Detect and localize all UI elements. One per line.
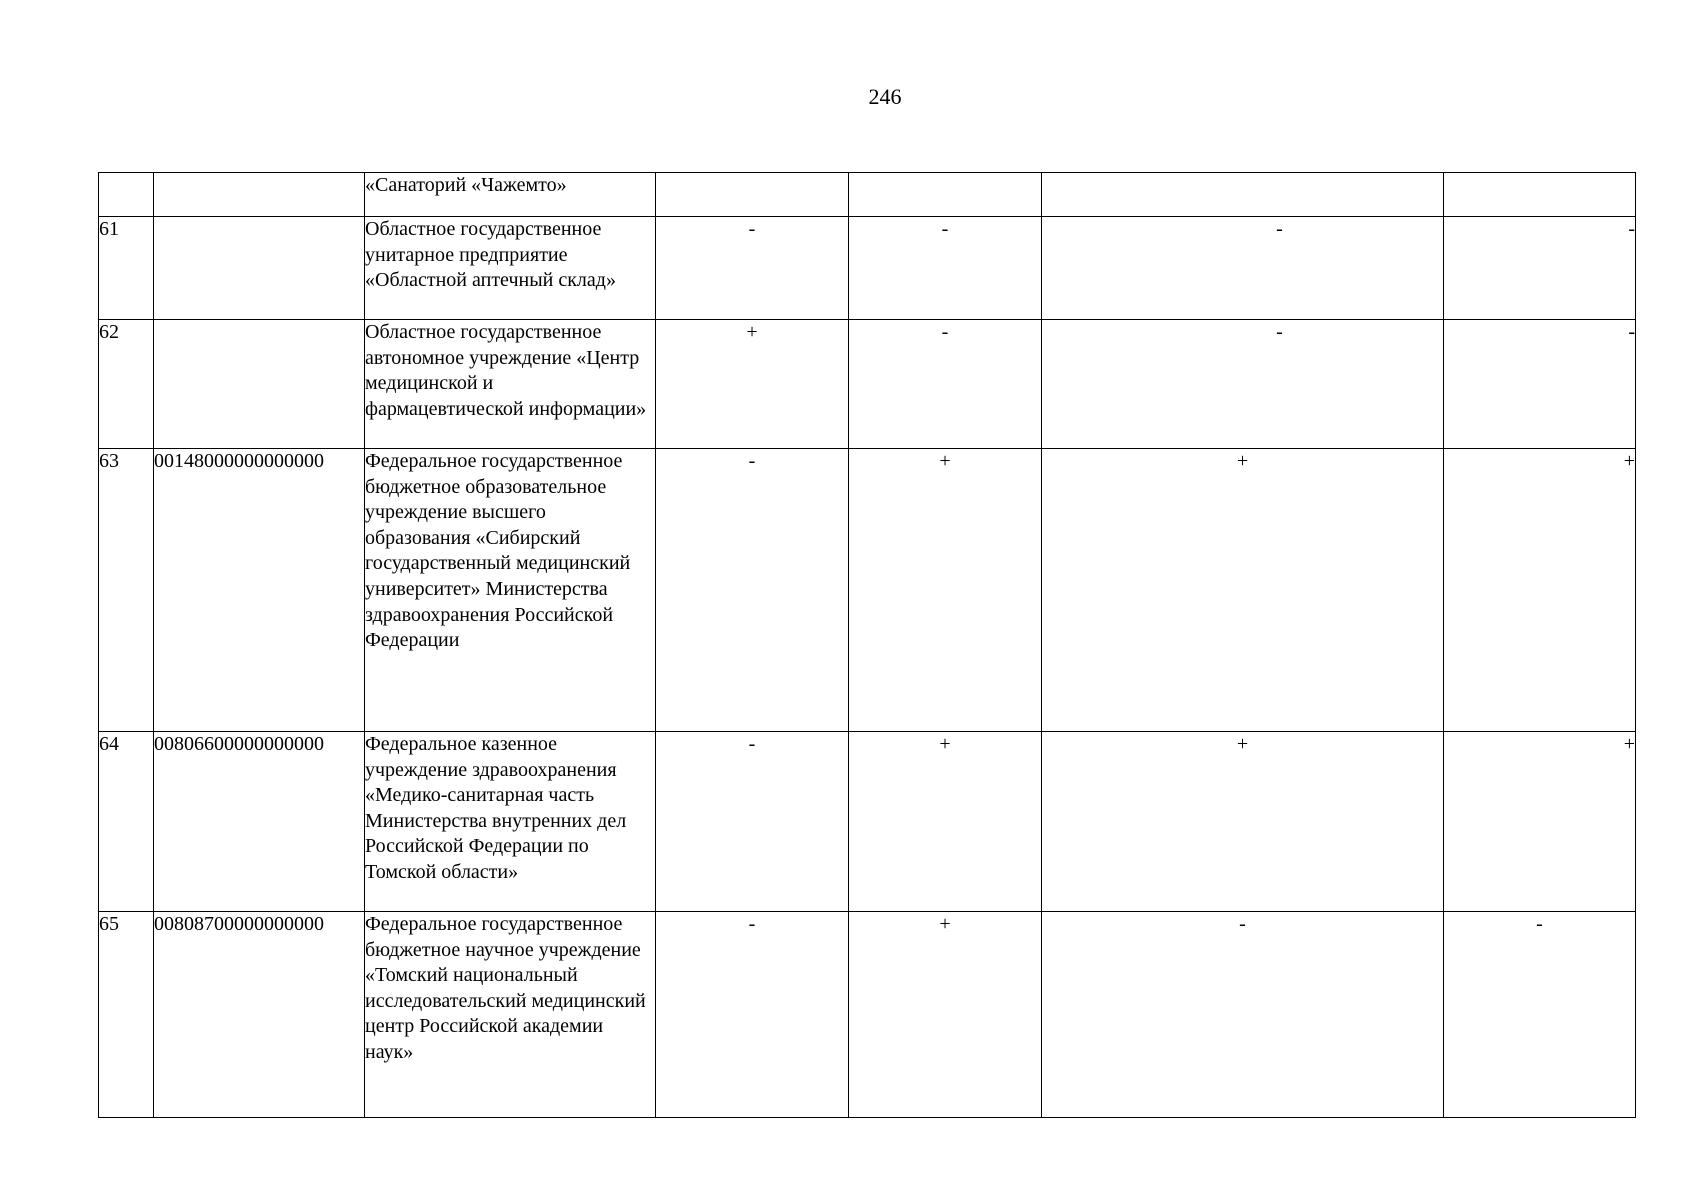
- row-mark-1: -: [656, 217, 849, 320]
- row-mark-3: [1042, 173, 1444, 217]
- row-number: [99, 173, 154, 217]
- row-mark-4: [1444, 173, 1636, 217]
- page-number: 246: [868, 84, 902, 109]
- row-mark-3: -: [1042, 217, 1444, 320]
- row-mark-1: -: [656, 912, 849, 1118]
- row-mark-1: -: [656, 449, 849, 732]
- row-mark-3: -: [1042, 912, 1444, 1118]
- row-name: «Санаторий «Чажемто»: [365, 173, 656, 217]
- row-name: Федеральное государственное бюджетное научное учреждение «Томский национальный исследовательский медицинский центр Российской академии наук»: [365, 912, 656, 1118]
- row-name: Федеральное казенное учреждение здравоохранения «Медико-санитарная часть Министерства внутренних дел Российской Федерации по Томской области»: [365, 732, 656, 912]
- row-mark-1: [656, 173, 849, 217]
- row-number: 61: [99, 217, 154, 320]
- row-code: 00808700000000000: [154, 912, 365, 1118]
- row-name: Областное государственное автономное учреждение «Центр медицинской и фармацевтической информации»: [365, 320, 656, 449]
- row-mark-1: +: [656, 320, 849, 449]
- row-number: 63: [99, 449, 154, 732]
- table-row: [99, 217, 1636, 320]
- row-mark-4: -: [1444, 320, 1636, 449]
- row-code: [154, 173, 365, 217]
- table-row: [99, 320, 1636, 449]
- row-number: 64: [99, 732, 154, 912]
- row-name: Областное государственное унитарное предприятие «Областной аптечный склад»: [365, 217, 656, 320]
- table-row: [99, 449, 1636, 732]
- table-row: [99, 912, 1636, 1118]
- row-number: 62: [99, 320, 154, 449]
- row-mark-3: -: [1042, 320, 1444, 449]
- table-row: [99, 732, 1636, 912]
- row-code: 00806600000000000: [154, 732, 365, 912]
- row-mark-4: +: [1444, 732, 1636, 912]
- row-code: [154, 320, 365, 449]
- row-mark-2: -: [849, 217, 1042, 320]
- row-mark-4: +: [1444, 449, 1636, 732]
- row-mark-2: -: [849, 320, 1042, 449]
- row-mark-4: -: [1444, 217, 1636, 320]
- registry-table: [98, 172, 1636, 1118]
- row-code: [154, 217, 365, 320]
- row-mark-3: +: [1042, 449, 1444, 732]
- row-number: 65: [99, 912, 154, 1118]
- row-mark-4: -: [1444, 912, 1636, 1118]
- row-mark-2: +: [849, 449, 1042, 732]
- row-mark-2: +: [849, 912, 1042, 1118]
- row-mark-2: +: [849, 732, 1042, 912]
- row-name: Федеральное государственное бюджетное образовательное учреждение высшего образования «Сибирский государственный медицинский университет» Министерства здравоохранения Российской Федерации: [365, 449, 656, 732]
- row-code: 00148000000000000: [154, 449, 365, 732]
- row-mark-1: -: [656, 732, 849, 912]
- row-mark-2: [849, 173, 1042, 217]
- row-mark-3: +: [1042, 732, 1444, 912]
- table-row: [99, 173, 1636, 217]
